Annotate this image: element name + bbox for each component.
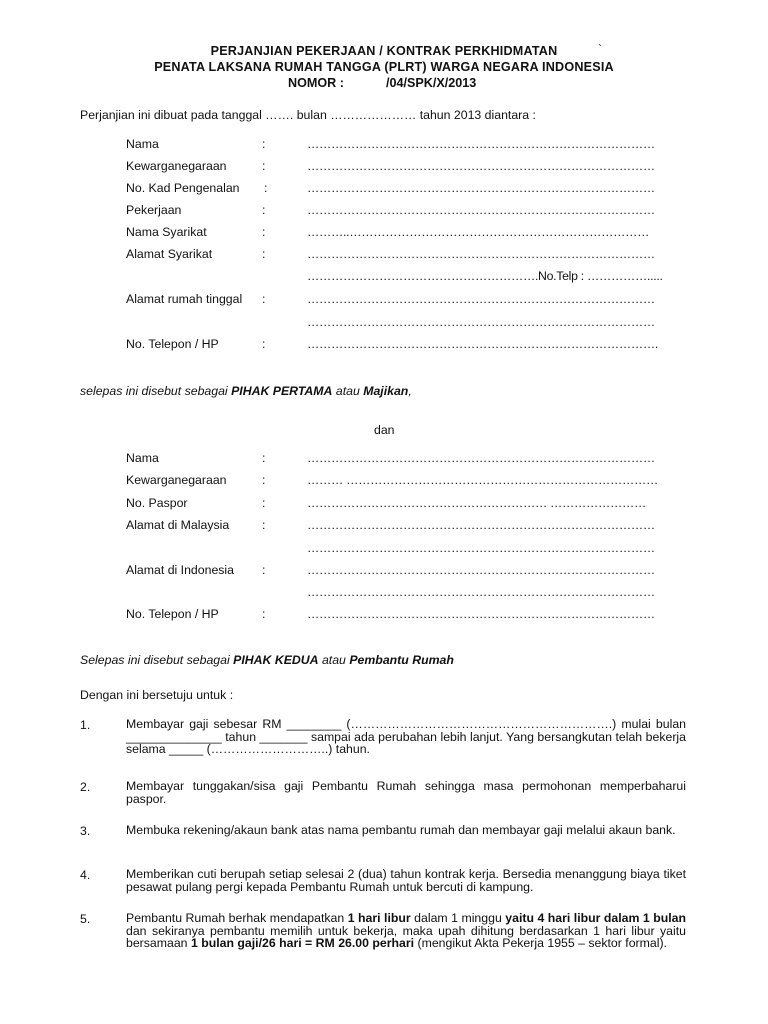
agreement-intro: Dengan ini bersetuju untuk : [80, 688, 234, 702]
field-blank[interactable]: …………………………………………………………………………… [307, 292, 655, 306]
item-text: Membuka rekening/akaun bank atas nama pembantu rumah dan membayar gaji melalui akaun bank. [126, 823, 676, 837]
field-label: Nama [126, 451, 159, 465]
field-label: Kewarganegaraan [126, 473, 227, 487]
field-colon: : [262, 292, 266, 306]
field-colon: : [262, 451, 266, 465]
field-blank[interactable]: …………………………………………………………………………… [307, 451, 655, 465]
field-label: Alamat Syarikat [126, 247, 213, 261]
field-colon: : [262, 337, 266, 351]
field-colon: : [262, 203, 266, 217]
doc-title-line1: PERJANJIAN PEKERJAAN / KONTRAK PERKHIDMATAN [210, 44, 558, 58]
field-label: Alamat di Indonesia [126, 563, 235, 577]
field-label: Kewarganegaraan [126, 159, 227, 173]
item-text: Membayar gaji sebesar RM ________ (……………………………………………………….) mulai bulan ______________ tahun _______ sampai ada perubahan lebih lanjut. Yang bersangkutan telah bekerja selama _____ (………………………..) tahun. [126, 717, 686, 757]
field-blank[interactable]: ………………………………………………….No.Telp : ……………..... [307, 269, 663, 283]
field-label: No. Paspor [126, 496, 188, 510]
item-text: Membayar tunggakan/sisa gaji Pembantu Rumah sehingga masa permohonan memperbaharui paspor. [126, 779, 686, 806]
field-colon: : [262, 607, 266, 621]
field-colon: : [262, 137, 266, 151]
field-blank[interactable]: …………………………………………………………………………… [307, 585, 655, 599]
field-label: Alamat di Malaysia [126, 518, 230, 532]
field-blank[interactable]: …………………………………………………… …………………… [307, 496, 647, 510]
item-number: 4. [80, 868, 91, 882]
field-colon: : [262, 563, 266, 577]
doc-number-value: /04/SPK/X/2013 [386, 76, 477, 90]
field-colon: : [262, 518, 266, 532]
field-blank[interactable]: ……………………………………………………………………………. [307, 337, 659, 351]
field-colon: : [262, 473, 266, 487]
conjunction: dan [374, 423, 395, 437]
item-text: Pembantu Rumah berhak mendapatkan 1 hari libur dalam 1 minggu yaitu 4 hari libur dalam 1 bulan dan sekiranya pembantu memilih untuk bekerja, maka upah dihitung berdasarkan 1 hari libur yaitu bersamaan 1 bulan gaji/26 hari = RM 26.00 perhari (mengikut Akta Pekerja 1955 – sektor formal). [126, 911, 687, 951]
field-label: Alamat rumah tinggal [126, 292, 243, 306]
field-blank[interactable]: …………………………………………………………………………… [307, 181, 655, 195]
field-label: Pekerjaan [126, 203, 182, 217]
field-blank[interactable]: …………………………………………………………………………… [307, 159, 655, 173]
field-label: No. Kad Pengenalan [126, 181, 240, 195]
field-blank[interactable]: …………………………………………………………………………… [307, 541, 655, 555]
field-label: Nama [126, 137, 159, 151]
party1-caption: selepas ini disebut sebagai PIHAK PERTAMA atau Majikan, [80, 384, 412, 398]
field-blank[interactable]: …………………………………………………………………………… [307, 563, 655, 577]
intro-line: Perjanjian ini dibuat pada tanggal ……. bulan ………………… tahun 2013 diantara : [80, 108, 536, 122]
party2-caption: Selepas ini disebut sebagai PIHAK KEDUA atau Pembantu Rumah [80, 653, 454, 667]
field-label: No. Telepon / HP [126, 607, 219, 621]
item-number: 5. [80, 912, 91, 926]
field-label: No. Telepon / HP [126, 337, 219, 351]
field-blank[interactable]: …………………………………………………………………………… [307, 518, 655, 532]
field-blank[interactable]: ………..………………………………………………………………… [307, 225, 650, 239]
item-number: 2. [80, 780, 91, 794]
field-blank[interactable]: …………………………………………………………………………… [307, 137, 655, 151]
doc-title-line2: PENATA LAKSANA RUMAH TANGGA (PLRT) WARGA NEGARA INDONESIA [154, 60, 614, 74]
field-blank[interactable]: …………………………………………………………………………… [307, 203, 655, 217]
stray-mark: ` [598, 42, 602, 56]
field-colon: : [262, 247, 266, 261]
field-blank[interactable]: …………………………………………………………………………… [307, 315, 655, 329]
field-colon: : [262, 159, 266, 173]
field-blank[interactable]: …………………………………………………………………………… [307, 247, 655, 261]
item-text: Memberikan cuti berupah setiap selesai 2 (dua) tahun kontrak kerja. Bersedia menanggung biaya tiket pesawat pulang pergi kepada Pembantu Rumah untuk bercuti di kampung. [126, 867, 686, 894]
field-blank[interactable]: ……… …………………………………………………………………… [307, 473, 659, 487]
doc-number-label: NOMOR : [288, 76, 344, 90]
item-number: 3. [80, 824, 91, 838]
field-colon: : [264, 181, 268, 195]
field-blank[interactable]: …………………………………………………………………………… [307, 607, 655, 621]
item-number: 1. [80, 718, 91, 732]
field-colon: : [262, 225, 266, 239]
field-label: Nama Syarikat [126, 225, 207, 239]
field-colon: : [262, 496, 266, 510]
